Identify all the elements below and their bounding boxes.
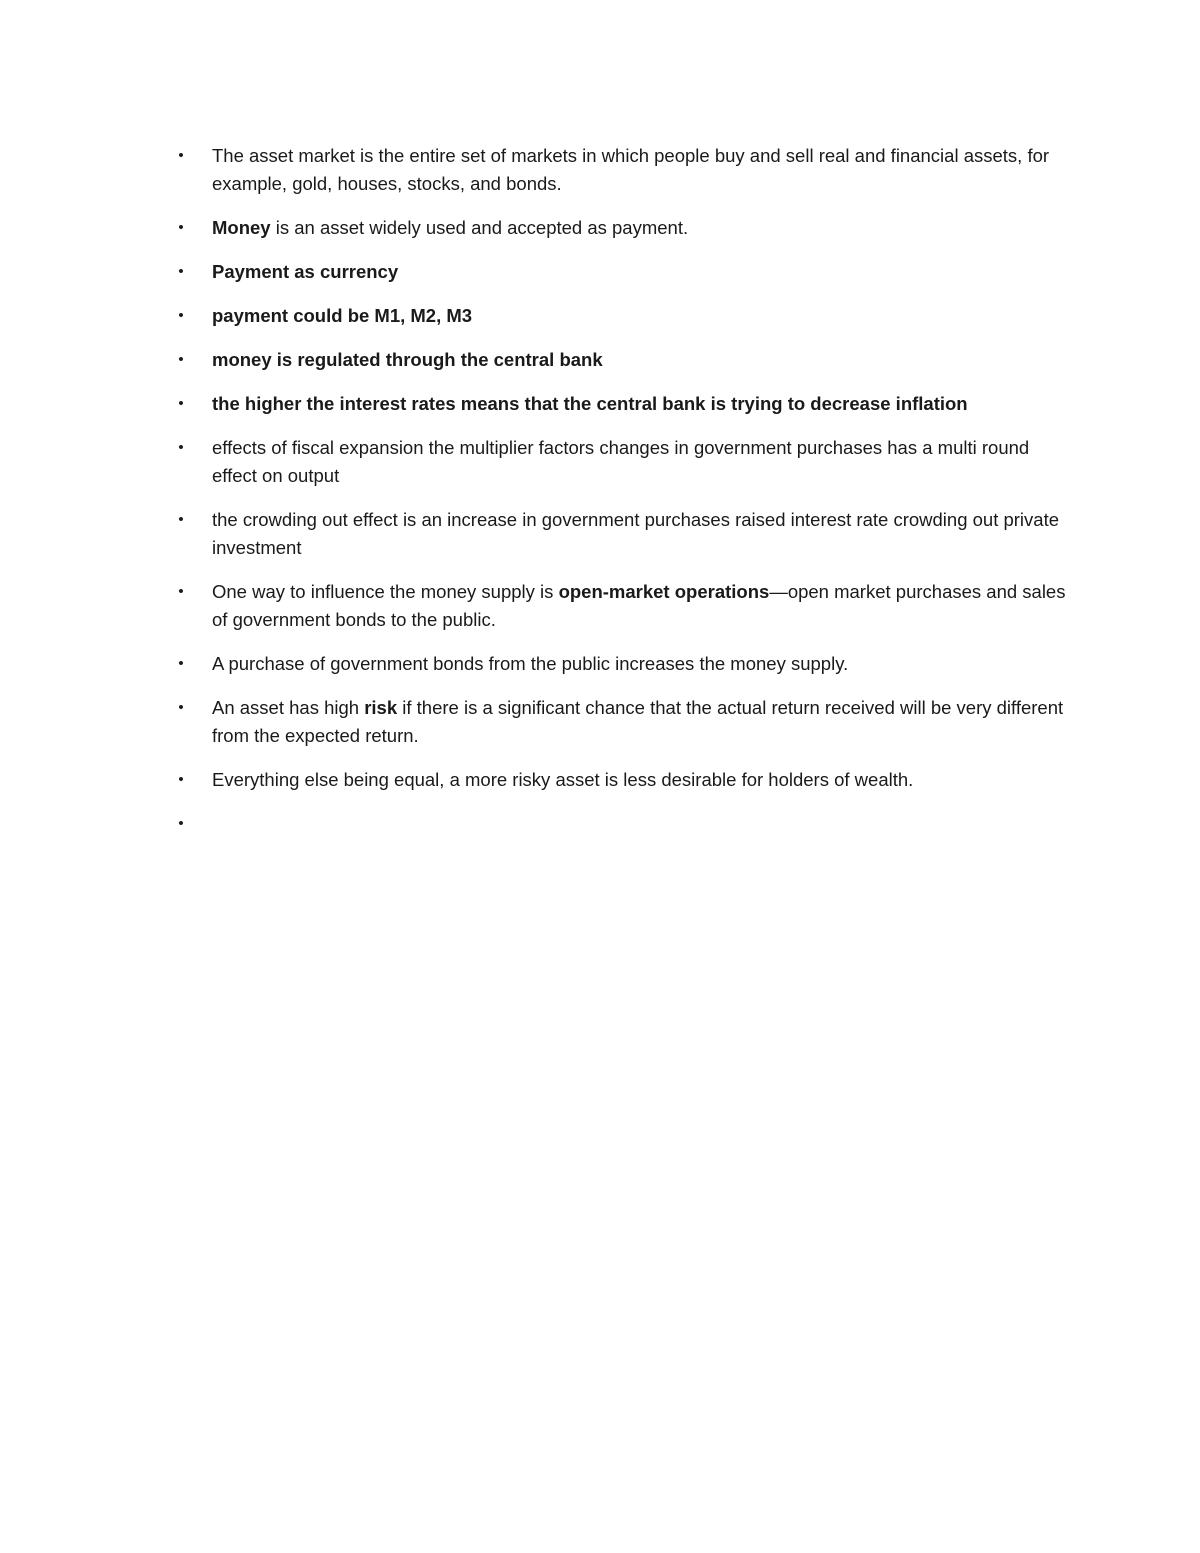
bullet-icon: • <box>178 351 184 368</box>
list-item <box>176 302 1076 330</box>
bullet-text <box>212 697 1063 746</box>
list-item <box>176 766 1076 794</box>
bullet-icon: • <box>178 583 184 600</box>
bullet-icon: • <box>178 699 184 716</box>
bold-text-segment: open-market operations <box>558 581 770 602</box>
list-item <box>176 258 1076 286</box>
bullet-list <box>176 142 1076 854</box>
bullet-text <box>212 349 603 370</box>
bullet-text <box>212 305 472 326</box>
text-segment: The asset market is the entire set of markets in which people buy and sell real and financial assets, for example, gold, houses, stocks, and bonds. <box>212 145 1050 194</box>
bullet-text <box>212 145 1049 194</box>
text-segment: if there is a significant chance that the actual return received will be very different from the expected return. <box>212 697 1064 746</box>
text-segment: is an asset widely used and accepted as payment. <box>270 217 689 238</box>
bullet-text <box>212 769 913 790</box>
bullet-text <box>212 393 968 414</box>
text-segment: effects of fiscal expansion the multiplier factors changes in government purchases has a multi round effect on output <box>212 437 1030 486</box>
bullet-text <box>212 437 1029 486</box>
list-item <box>176 346 1076 374</box>
list-item <box>176 650 1076 678</box>
text-segment: A purchase of government bonds from the public increases the money supply. <box>212 653 849 674</box>
list-item <box>176 390 1076 418</box>
bullet-icon: • <box>178 395 184 412</box>
bullet-icon: • <box>178 655 184 672</box>
bullet-icon: • <box>178 263 184 280</box>
bullet-text <box>212 509 1059 558</box>
bullet-text <box>212 653 848 674</box>
text-segment: the crowding out effect is an increase in government purchases raised interest rate crowding out private investment <box>212 509 1060 558</box>
bullet-icon: • <box>178 439 184 456</box>
bullet-icon: • <box>178 511 184 528</box>
bullet-icon: • <box>178 219 184 236</box>
bold-text-segment: Money <box>212 217 271 238</box>
bullet-icon: • <box>178 815 184 832</box>
bullet-icon: • <box>178 147 184 164</box>
bullet-text <box>212 261 398 282</box>
bold-text-segment: risk <box>364 697 398 718</box>
text-segment: An asset has high <box>212 697 365 718</box>
list-item <box>176 434 1076 490</box>
bold-text-segment: Payment as currency <box>212 261 399 282</box>
bullet-text <box>212 581 1065 630</box>
text-segment: One way to influence the money supply is <box>212 581 559 602</box>
text-segment: —open market purchases and sales of government bonds to the public. <box>212 581 1066 630</box>
list-item <box>176 694 1076 750</box>
bullet-icon: • <box>178 307 184 324</box>
list-item <box>176 142 1076 198</box>
bold-text-segment: the higher the interest rates means that the central bank is trying to decrease inflation <box>212 393 968 414</box>
bullet-icon: • <box>178 771 184 788</box>
list-item <box>176 810 1076 838</box>
list-item <box>176 578 1076 634</box>
bold-text-segment: money is regulated through the central bank <box>212 349 603 370</box>
list-item <box>176 506 1076 562</box>
bold-text-segment: payment could be M1, M2, M3 <box>212 305 473 326</box>
text-segment: Everything else being equal, a more risky asset is less desirable for holders of wealth. <box>212 769 914 790</box>
list-item <box>176 214 1076 242</box>
bullet-text <box>212 217 688 238</box>
